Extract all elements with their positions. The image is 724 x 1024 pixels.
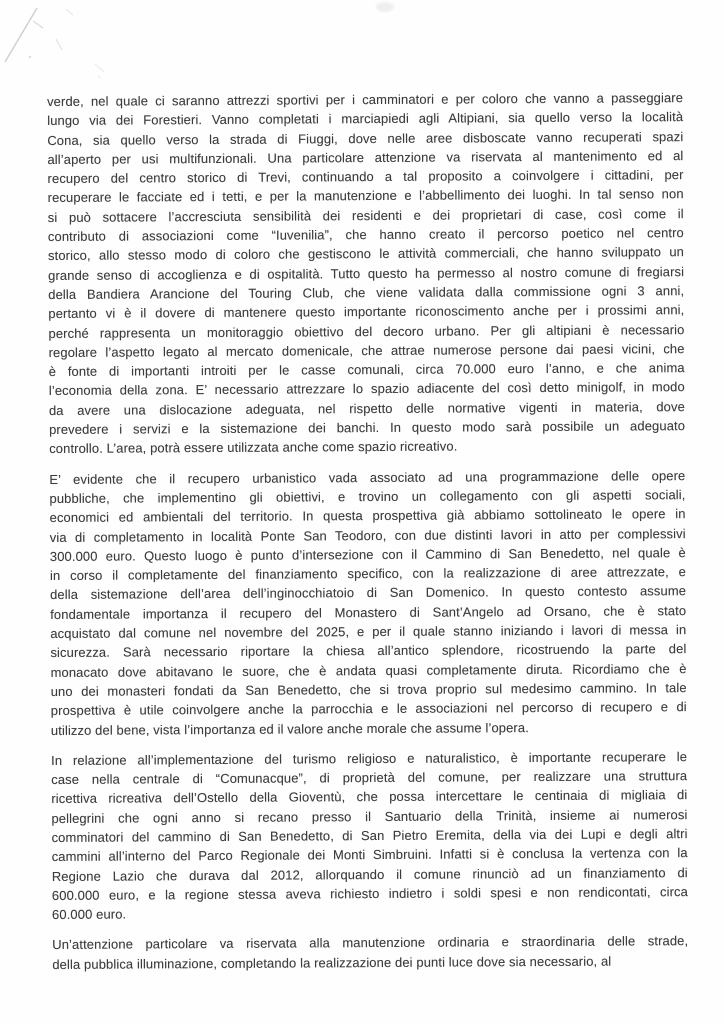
- text-line: della sistemazione dell’area dell’inginocchiatoio di San Domenico. In questo contesto assume: [50, 583, 687, 603]
- text-line: 600.000 euro, e la regione stessa aveva richiesto indietro i soldi spesi e non rendicontati, circa: [51, 883, 688, 903]
- paragraph: [49, 466, 687, 740]
- text-line: prevedere i servizi e la sistemazione dei banchi. In questo modo sarà possibile un adeguato: [49, 418, 686, 438]
- text-line: via di completamento in località Ponte San Teodoro, con due distinti lavori in atto per complessivi: [49, 525, 686, 545]
- text-line: ricettiva ricreativa dell’Ostello della Gioventù, che possa intercettare le centinaia di migliaia di: [51, 787, 688, 807]
- text-line: contributo di associazioni come “Iuvenilia”, che hanno creato il percorso poetico nel centro: [47, 225, 684, 245]
- text-line: 60.000 euro.: [51, 906, 127, 923]
- text-line: da avere una dislocazione adeguata, nel rispetto delle normative vigenti in materia, dove: [48, 398, 685, 418]
- text-line: recuperare le facciate ed i tetti, e per la manutenzione e l’abbellimento dei luoghi. In tal senso non: [47, 186, 684, 206]
- text-line: pubbliche, che implementino gli obiettivi, e trovino un collegamento con gli aspetti sociali,: [49, 487, 686, 506]
- document-body: [47, 88, 688, 985]
- paragraph: [47, 88, 685, 459]
- text-line: acquistato dal comune nel novembre del 2025, e per il quale stanno iniziando i lavori di messa in: [50, 622, 687, 642]
- text-line: economici ed ambientali del territorio. In questa prospettiva già abbiamo sottolineato le opere in: [49, 506, 686, 526]
- text-line: prospettiva è utile coinvolgere anche la parrocchia e le associazioni nel percorso di recupero e di: [50, 699, 687, 719]
- text-line: pertanto vi è il dovere di mantenere questo importante riconoscimento anche per i prossimi anni,: [48, 302, 685, 322]
- paragraph: [52, 932, 688, 974]
- text-line: recupero del centro storico di Trevi, continuando a tal proposito a coinvolgere i cittadini, per: [47, 167, 684, 187]
- text-line: Regione Lazio che durava dal 2012, allorquando il comune rinunciò ad un finanziamento di: [51, 864, 688, 884]
- text-line: fondamentale importanza il recupero del Monastero di Sant’Angelo ad Orsano, che è stato: [50, 602, 687, 622]
- text-line: verde, nel quale ci saranno attrezzi sportivi per i camminatori e per coloro che vanno a passeggiare: [47, 90, 684, 109]
- text-line: sicurezza. Sarà necessario riportare la chiesa all’antico splendore, ricostruendo la parte del: [50, 641, 687, 661]
- text-line: all’aperto per usi multifunzionali. Una particolare attenzione va riservata al mantenimento ed al: [47, 148, 684, 167]
- text-line: case nella centrale di “Comunacque”, di proprietà del comune, per realizzare una struttura: [51, 768, 688, 788]
- text-line: pellegrini che ogni anno si recano presso il Santuario della Trinità, insieme ai numerosi: [51, 806, 688, 826]
- text-line: si può sottacere l’accresciuta sensibilità dei residenti e dei proprietari di case, così come il: [47, 205, 684, 225]
- text-line: uno dei monasteri fondati da San Benedetto, che si trova proprio sul medesimo cammino. In tale: [50, 680, 687, 699]
- text-line: della pubblica illuminazione, completando la realizzazione dei punti luce dove sia necessario, al: [52, 953, 612, 972]
- text-line: lungo via dei Forestieri. Vanno completati i marciapiedi agli Altipiani, sia quello verso la località: [47, 109, 684, 129]
- paragraph: [51, 747, 688, 925]
- text-line: Un’attenzione particolare va riservata alla manutenzione ordinaria e straordinaria delle strade,: [52, 933, 689, 953]
- text-line: Cona, sia quello verso la strada di Fiuggi, dove nelle aree disboscate vanno recuperati spazi: [47, 128, 684, 148]
- text-line: controllo. L’area, potrà essere utilizzata anche come spazio ricreativo.: [49, 438, 458, 457]
- text-line: della Bandiera Arancione del Touring Club, che viene validata dalla commissione ogni 3 anni,: [48, 283, 685, 302]
- text-line: cammini all’interno del Parco Regionale dei Monti Simbruini. Infatti si è conclusa la vertenza con la: [51, 845, 688, 865]
- scan-smudge: [376, 2, 394, 12]
- text-line: E’ evidente che il recupero urbanistico vada associato ad una programmazione delle opere: [49, 467, 686, 487]
- text-line: utilizzo del bene, vista l’importanza ed il valore anche morale che assume l’opera.: [50, 719, 529, 738]
- text-line: comminatori del cammino di San Benedetto, di San Pietro Eremita, della via dei Lupi e degli altri: [51, 826, 688, 845]
- text-line: l’economia della zona. E’ necessario attrezzare lo spazio adiacente del così detto minigolf, in modo: [48, 379, 685, 399]
- text-line: monacato dove abitavano le suore, che è andata quasi completamente diruta. Ricordiamo che è: [50, 660, 687, 680]
- text-line: storico, allo stesso modo di coloro che gestiscono le attività commerciali, che hanno sviluppato un: [47, 244, 685, 264]
- text-line: grande senso di accoglienza e di ospitalità. Tutto questo ha permesso al nostro comune di fregiarsi: [48, 263, 685, 283]
- text-line: è fonte di importanti introiti per le casse comunali, circa 70.000 euro l’anno, e che anima: [48, 360, 685, 380]
- text-line: in corso il completamente del finanziamento specifico, con la realizzazione di aree attrezzate, e: [49, 564, 686, 584]
- text-line: 300.000 euro. Questo luogo è punto d’intersezione con il Cammino di San Benedetto, nel quale è: [49, 544, 686, 564]
- text-line: perché rappresenta un monitoraggio obiettivo del decoro urbano. Per gli altipiani è necessario: [48, 321, 685, 341]
- text-line: regolare l’aspetto legato al mercato domenicale, che attrae numerose persone dai paesi vicini, che: [48, 340, 685, 360]
- text-line: In relazione all’implementazione del turismo religioso e naturalistico, è importante recuperare le: [51, 748, 688, 768]
